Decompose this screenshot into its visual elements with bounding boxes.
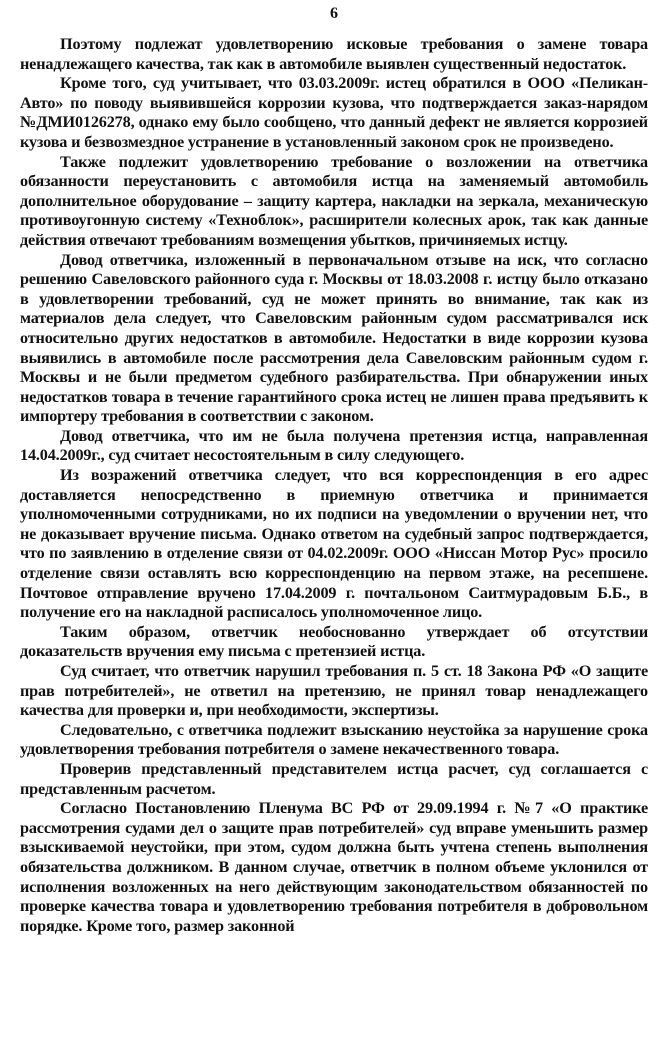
document-body [20,35,648,936]
paragraph: Проверив представленный представителем истца расчет, суд соглашается с представленным расчетом. [20,759,648,798]
paragraph: Поэтому подлежат удовлетворению исковые требования о замене товара ненадлежащего качества, так как в автомобиле выявлен существенный недостаток. [20,35,648,73]
page-number: 6 [330,5,338,22]
paragraph: Следовательно, с ответчика подлежит взысканию неустойка за нарушение срока удовлетворения требования потребителя о замене некачественного товара. [20,720,648,759]
paragraph: Таким образом, ответчик необоснованно утверждает об отсутствии доказательств вручения ему письма с претензией истца. [20,622,648,661]
paragraph: Кроме того, суд учитывает, что 03.03.2009г. истец обратился в ООО «Пеликан-Авто» по поводу выявившейся коррозии кузова, что подтверждается заказ-нарядом №ДМИ0126278, однако ему было сообщено, что данный дефект не является коррозией кузова и безвозмездное устранение в установленный законом срок не произведено. [20,74,648,151]
paragraph: Согласно Постановлению Пленума ВС РФ от 29.09.1994 г. №7 «О практике рассмотрения судами дел о защите прав потребителей» суд вправе уменьшить размер взыскиваемой неустойки, при этом, судом должна быть учтена степень выполнения обязательства должником. В данном случае, ответчик в полном объеме уклонился от исполнения возложенных на него действующим законодательством обязанностей по проверке качества товара и удовлетворению требования потребителя в добровольном порядке. Кроме того, размер законной [20,799,648,935]
paragraph: Суд считает, что ответчик нарушил требования п. 5 ст. 18 Закона РФ «О защите прав потребителей», не ответил на претензию, не принял товар ненадлежащего качества для проверки и, при необходимости, экспертизы. [20,662,648,720]
paragraph: Также подлежит удовлетворению требование о возложении на ответчика обязанности переустановить с автомобиля истца на заменяемый автомобиль дополнительное оборудование – защиту картера, накладки на зеркала, механическую противоугонную систему «Техноблок», расширители колесных арок, так как данные действия отвечают требованиям возмещения убытков, причиняемых истцу. [20,152,648,249]
paragraph: Довод ответчика, что им не была получена претензия истца, направленная 14.04.2009г., суд считает несостоятельным в силу следующего. [20,426,648,465]
paragraph: Довод ответчика, изложенный в первоначальном отзыве на иск, что согласно решению Савеловского районного суда г. Москвы от 18.03.2008 г. истцу было отказано в удовлетворении требований, суд не может принять во внимание, так как из материалов дела следует, что Савеловским районным судом рассматривался иск относительно других недостатков в автомобиле. Недостатки в виде коррозии кузова выявились в автомобиле после рассмотрения дела Савеловским районным судом г. Москвы и не были предметом судебного разбирательства. При обнаружении иных недостатков товара в течение гарантийного срока истец не лишен права предъявить к импортеру требования в соответствии с законом. [20,250,648,426]
paragraph: Из возражений ответчика следует, что вся корреспонденция в его адрес доставляется непосредственно в приемную ответчика и принимается уполномоченными сотрудниками, но их подписи на уведомлении о вручении нет, что не доказывает вручение письма. Однако ответом на судебный запрос подтверждается, что по заявлению в отделение связи от 04.02.2009г. ООО «Ниссан Мотор Рус» просило отделение связи оставлять всю корреспонденцию на первом этаже, на ресепшене. Почтовое отправление вручено 17.04.2009 г. почтальоном Саитмурадовым Б.Б., в получение его на накладной расписалось уполномоченное лицо. [20,466,648,622]
